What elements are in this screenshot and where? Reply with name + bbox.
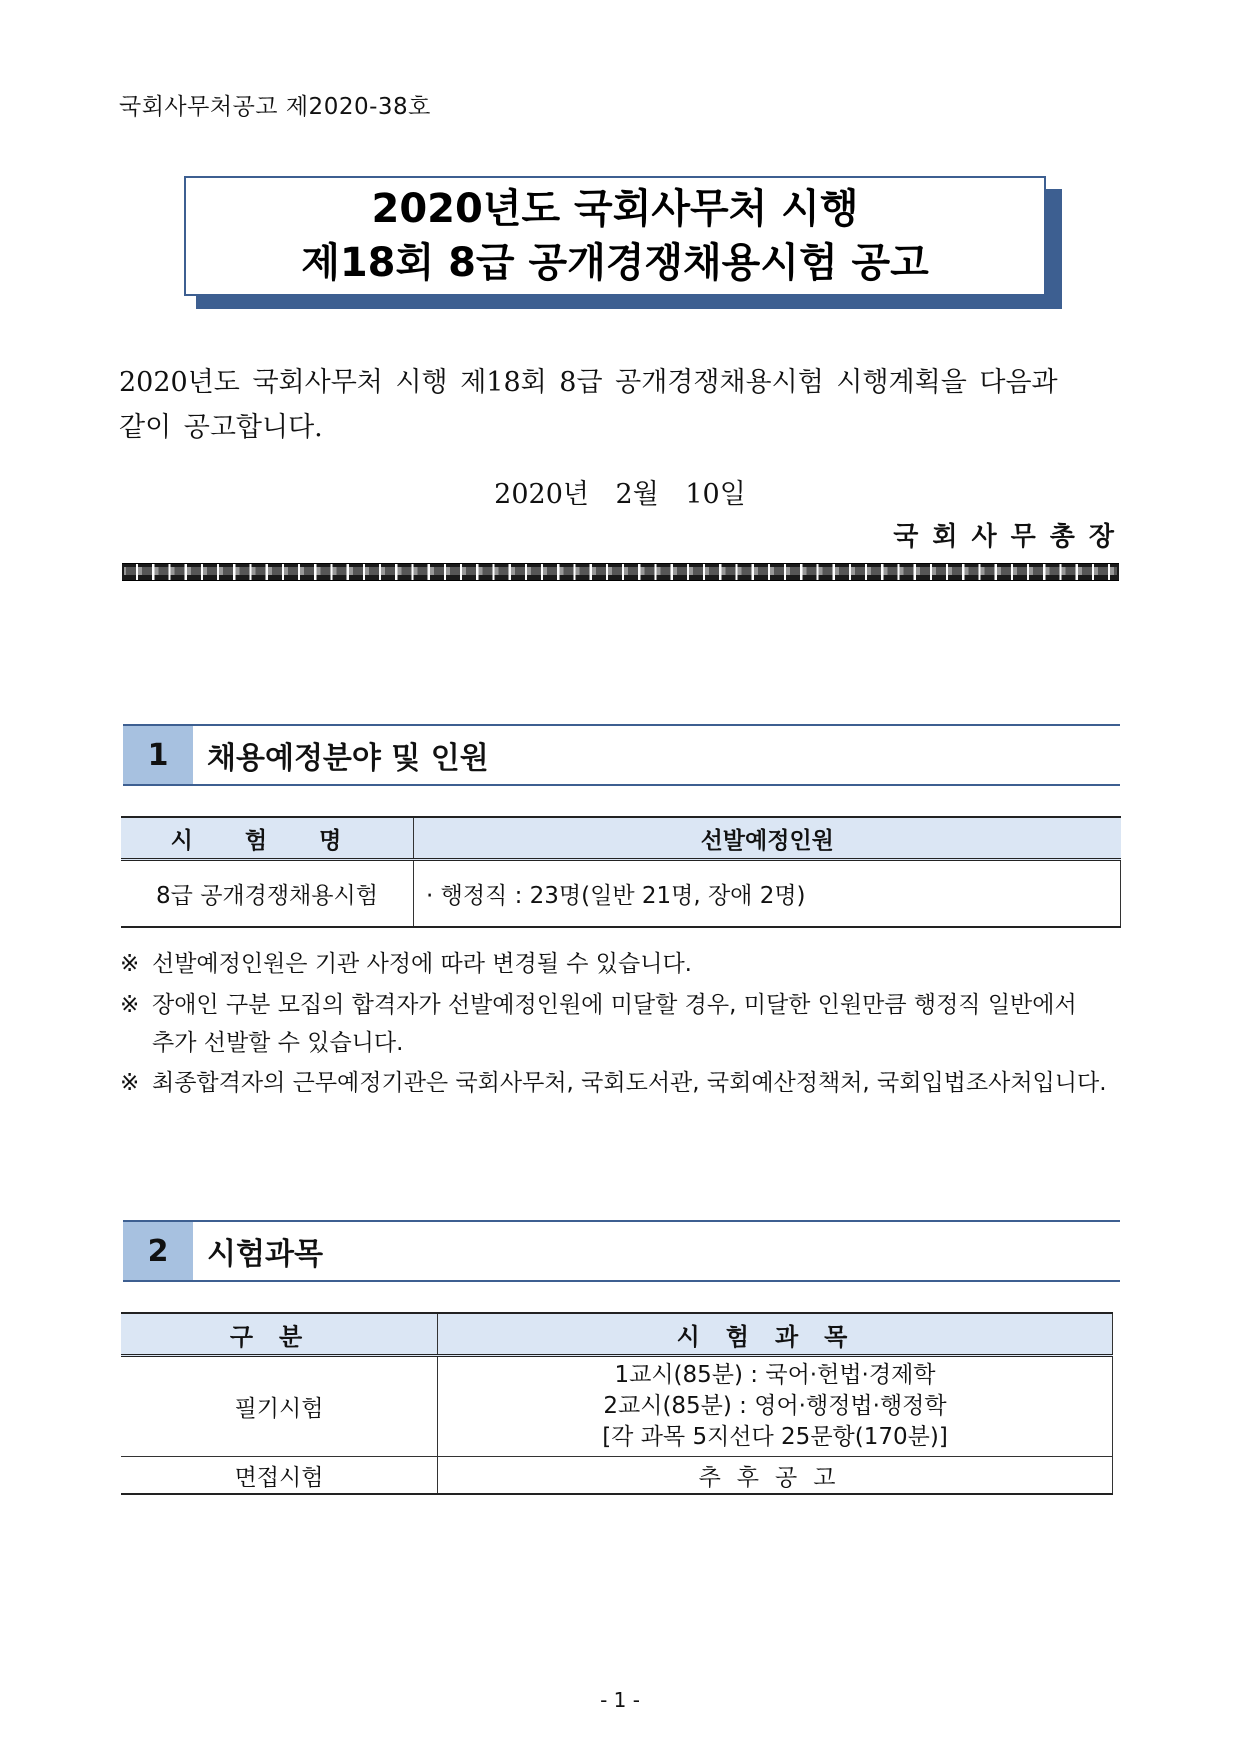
table-row [121,860,1121,928]
note-text: 장애인 구분 모집의 합격자가 선발예정인원에 미달할 경우, 미달한 인원만큼 행정직 일반에서 [152,992,1077,1018]
note-mark: ※ [120,951,140,977]
note-text: 선발예정인원은 기관 사정에 따라 변경될 수 있습니다. [152,951,692,977]
note-2 [120,986,1120,1062]
table-header-row [121,817,1121,860]
note-text: 최종합격자의 근무예정기관은 국회사무처, 국회도서관, 국회예산정책처, 국회입법조사처입니다. [152,1070,1107,1096]
exam-subjects-table [121,1312,1113,1495]
section-2-number: 2 [123,1222,193,1280]
intro-paragraph [119,360,1089,450]
exam-name-cell: 8급 공개경쟁채용시험 [121,860,414,928]
note-1 [120,945,1120,983]
recruitment-table [121,816,1121,928]
header-category: 구분 [121,1313,438,1356]
intro-line-2: 같이 공고합니다. [119,412,323,443]
section-2-title: 시험과목 [207,1237,323,1272]
note-mark: ※ [120,1070,140,1096]
header-exam-name: 시 험 명 [121,817,414,860]
section-1-number: 1 [123,726,193,784]
header-subjects: 시험과목 [438,1313,1113,1356]
section-1-header [123,724,1120,786]
title-line-2: 제18회 8급 공개경쟁채용시험 공고 [301,240,929,286]
note-text-continued: 추가 선발할 수 있습니다. [152,1030,404,1056]
table-row [121,1356,1113,1457]
written-exam-subjects [438,1356,1113,1457]
note-3 [120,1064,1120,1102]
table-header-row [121,1313,1113,1356]
page-number: - 1 - [600,1688,640,1712]
section-2-header [123,1220,1120,1282]
table-row [121,1457,1113,1495]
written-line-1: 1교시(85분) : 국어·헌법·경제학 [614,1362,936,1388]
title-box [184,176,1046,296]
interview-value: 추후공고 [438,1457,1113,1495]
planned-count-cell: · 행정직 : 23명(일반 21명, 장애 2명) [414,860,1121,928]
written-line-3: [각 과목 5지선다 25문항(170분)] [602,1424,948,1450]
header-planned-count: 선발예정인원 [414,817,1121,860]
notice-number: 국회사무처공고 제2020-38호 [119,94,431,120]
section-1-title: 채용예정분야 및 인원 [207,741,489,776]
decorative-divider-pattern [124,567,1117,575]
written-exam-label: 필기시험 [121,1356,438,1457]
written-line-2: 2교시(85분) : 영어·행정법·행정학 [603,1393,947,1419]
notice-date: 2020년 2월 10일 [494,479,746,510]
interview-label: 면접시험 [121,1457,438,1495]
issuer: 국회사무총장 [893,522,1128,552]
title-line-1: 2020년도 국회사무처 시행 [371,186,859,232]
note-mark: ※ [120,992,140,1018]
intro-line-1: 2020년도 국회사무처 시행 제18회 8급 공개경쟁채용시험 시행계획을 다음과 [119,367,1058,398]
